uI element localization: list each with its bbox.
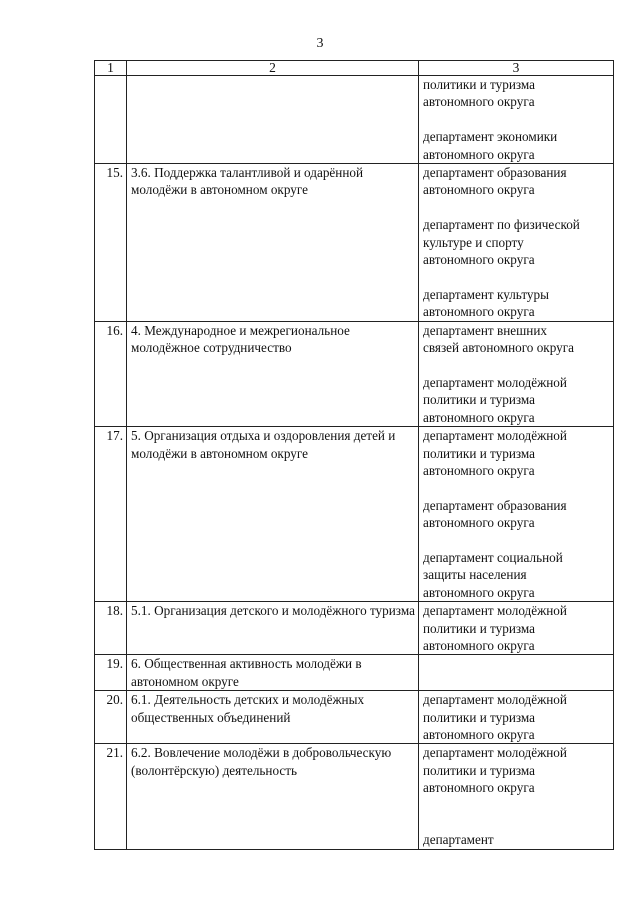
header-col-2: 2 bbox=[127, 61, 419, 76]
table-row bbox=[95, 164, 614, 322]
activity-name: 6.2. Вовлечение молодёжи в добровольческую (волонтёрскую) деятельность bbox=[127, 744, 419, 849]
header-col-1: 1 bbox=[95, 61, 127, 76]
activity-name: 4. Международное и межрегиональное молодёжное сотрудничество bbox=[127, 321, 419, 426]
activity-name: 6.1. Деятельность детских и молодёжных общественных объединений bbox=[127, 691, 419, 744]
activity-name bbox=[127, 76, 419, 164]
row-number: 15. bbox=[95, 164, 127, 322]
header-col-3: 3 bbox=[419, 61, 614, 76]
page-number: 3 bbox=[316, 36, 324, 51]
table-row bbox=[95, 602, 614, 655]
responsible-departments bbox=[419, 655, 614, 691]
table-row bbox=[95, 76, 614, 164]
responsible-departments: департамент молодёжной политики и туризма автономного округа департамент образования автономного округа департамент социальной защиты населения автономного округа bbox=[419, 427, 614, 602]
responsible-departments: департамент молодёжной политики и туризма автономного округа bbox=[419, 691, 614, 744]
row-number: 19. bbox=[95, 655, 127, 691]
row-number bbox=[95, 76, 127, 164]
table-header-row bbox=[95, 61, 614, 76]
table-row bbox=[95, 691, 614, 744]
table-row bbox=[95, 655, 614, 691]
responsible-departments: департамент молодёжной политики и туризма автономного округа bbox=[419, 602, 614, 655]
row-number: 20. bbox=[95, 691, 127, 744]
activity-name: 5.1. Организация детского и молодёжного туризма bbox=[127, 602, 419, 655]
row-number: 21. bbox=[95, 744, 127, 849]
activity-name: 3.6. Поддержка талантливой и одарённой молодёжи в автономном округе bbox=[127, 164, 419, 322]
activity-name: 6. Общественная активность молодёжи в автономном округе bbox=[127, 655, 419, 691]
row-number: 17. bbox=[95, 427, 127, 602]
activities-table bbox=[94, 60, 614, 850]
table-row bbox=[95, 427, 614, 602]
activity-name: 5. Организация отдыха и оздоровления детей и молодёжи в автономном округе bbox=[127, 427, 419, 602]
table-row bbox=[95, 321, 614, 426]
row-number: 16. bbox=[95, 321, 127, 426]
responsible-departments: департамент молодёжной политики и туризма автономного округа департамент bbox=[419, 744, 614, 849]
responsible-departments: политики и туризма автономного округа департамент экономики автономного округа bbox=[419, 76, 614, 164]
responsible-departments: департамент внешних связей автономного округа департамент молодёжной политики и туризма автономного округа bbox=[419, 321, 614, 426]
responsible-departments: департамент образования автономного округа департамент по физической культуре и спорту автономного округа департамент культуры автономного округа bbox=[419, 164, 614, 322]
table-row bbox=[95, 744, 614, 849]
row-number: 18. bbox=[95, 602, 127, 655]
